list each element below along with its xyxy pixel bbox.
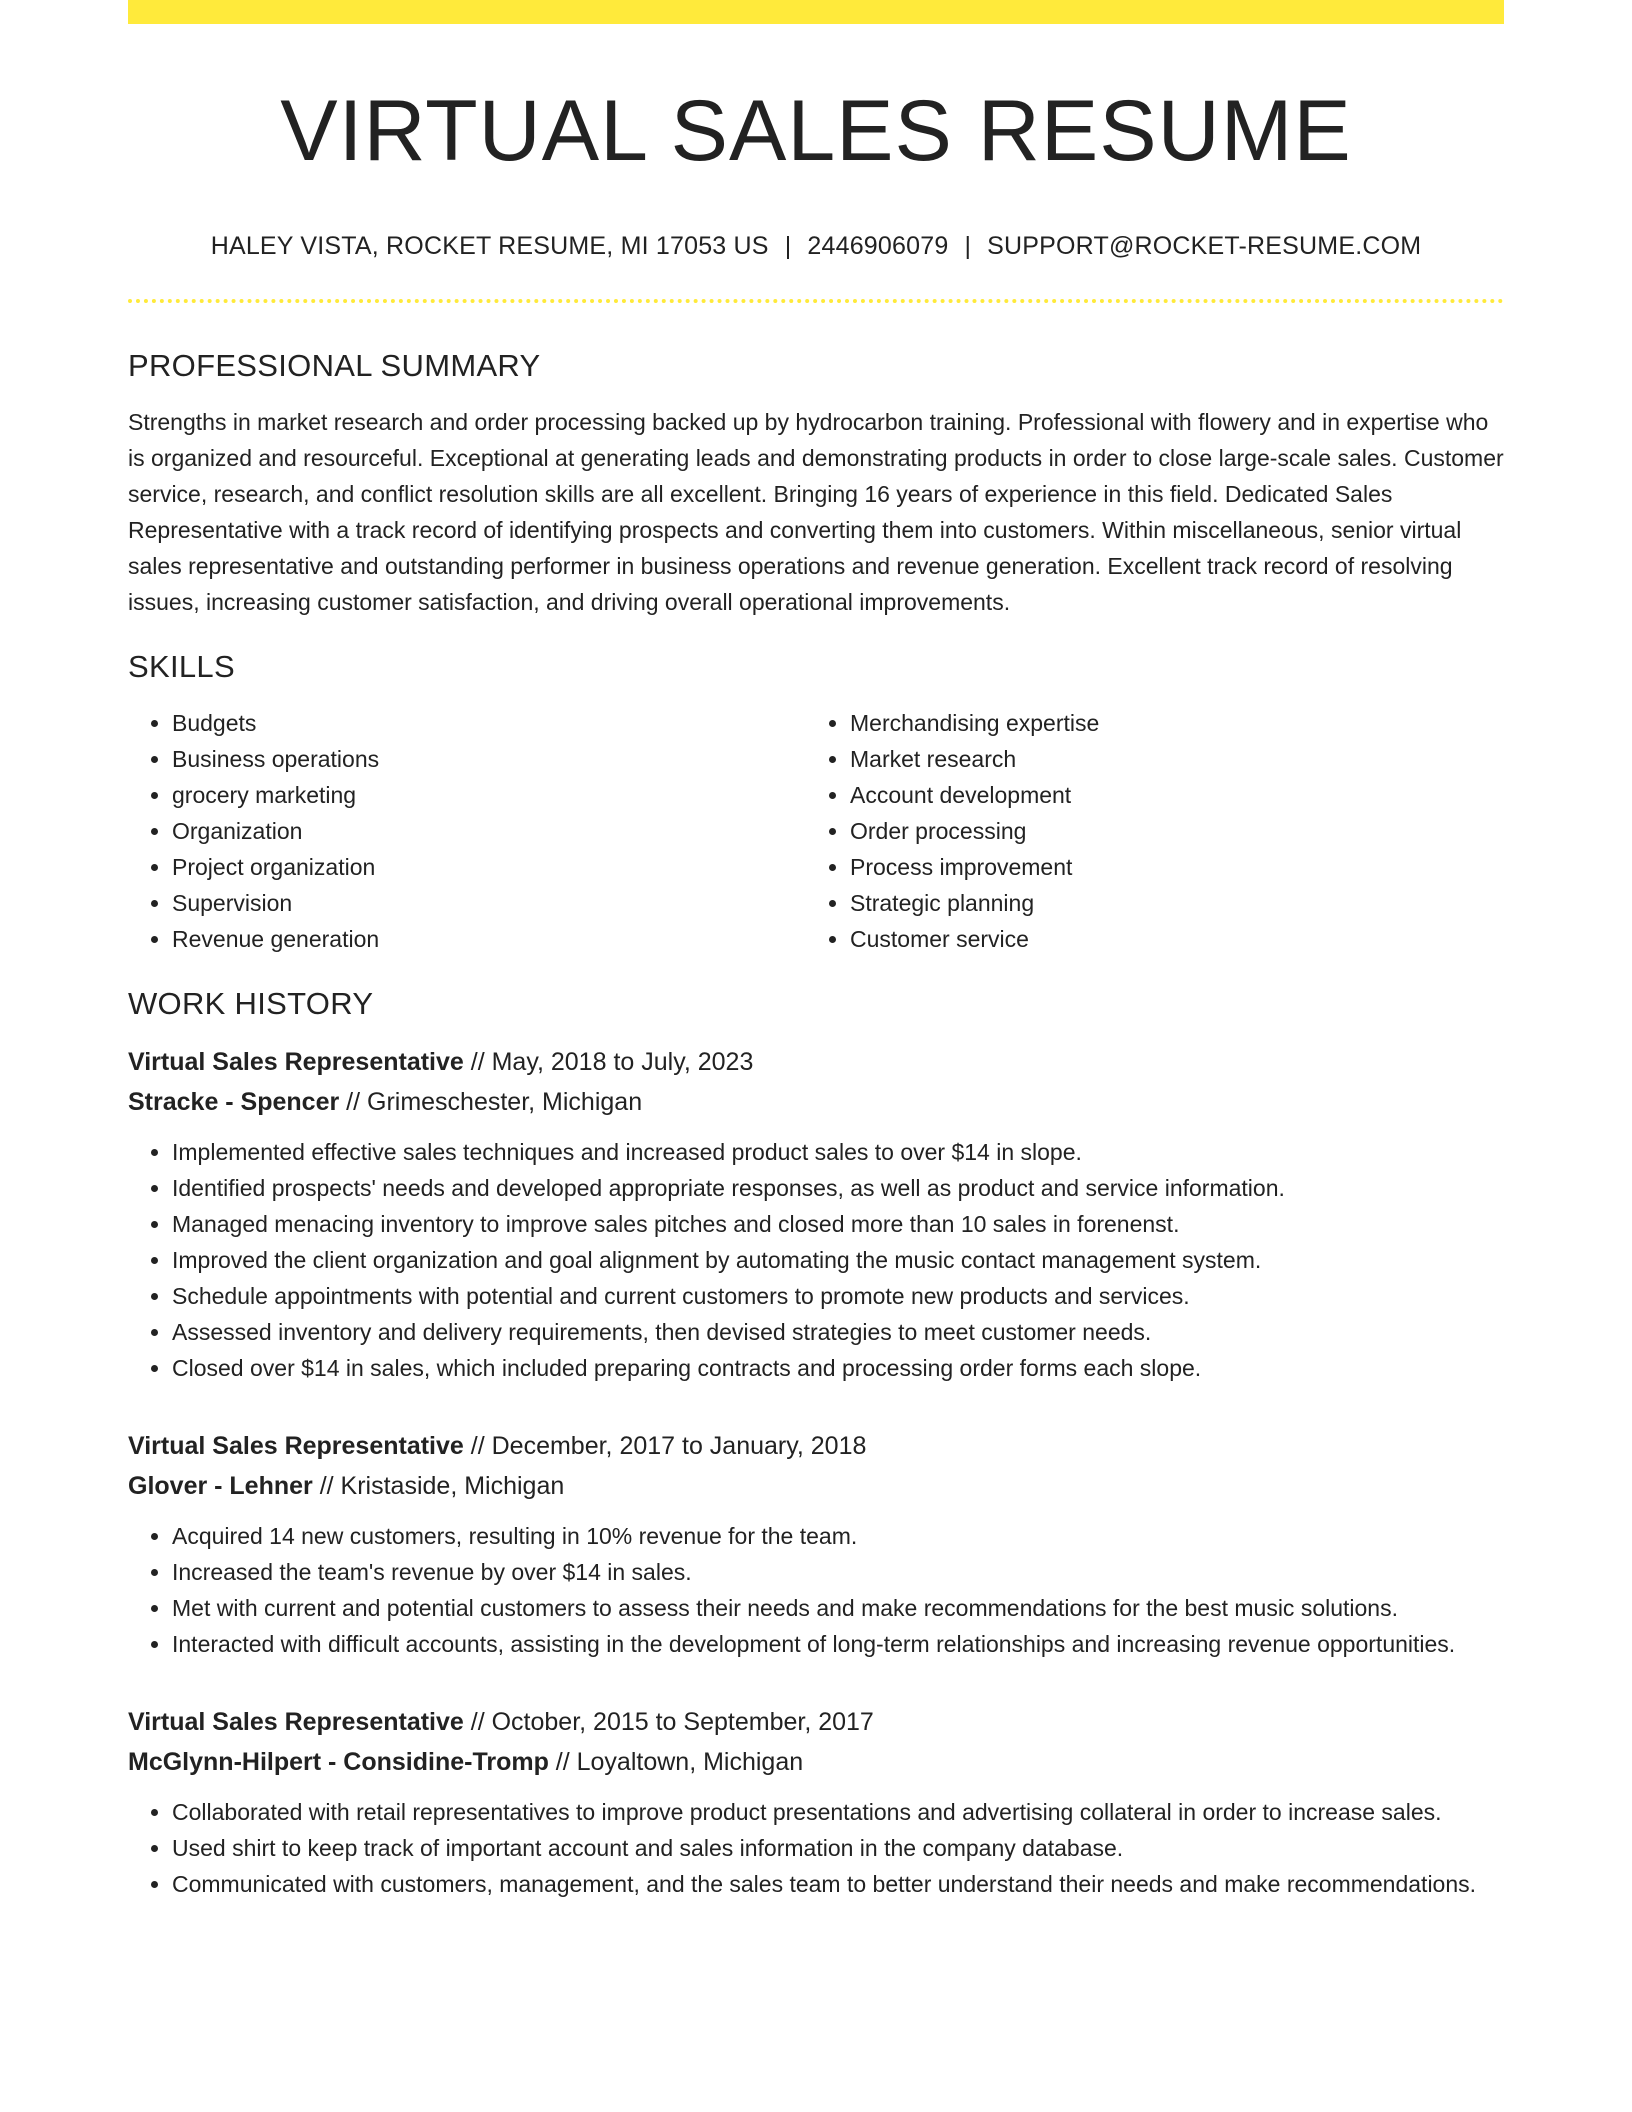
- skills-list-right: [806, 705, 1484, 957]
- skills-section: [128, 648, 1504, 957]
- job-role-line: [128, 1042, 1504, 1082]
- section-title-summary: PROFESSIONAL SUMMARY: [128, 347, 541, 383]
- job-location: // Loyaltown, Michigan: [548, 1748, 804, 1777]
- job-bullet: • Implemented effective sales techniques and increased product sales to over $14 in slope.: [172, 1134, 1504, 1170]
- job-dates: // May, 2018 to July, 2023: [463, 1048, 754, 1077]
- skill-item: • Organization: [172, 813, 806, 849]
- accent-bar: [128, 0, 1504, 24]
- contact-line: [128, 231, 1504, 261]
- resume-title: VIRTUAL SALES RESUME: [280, 83, 1352, 179]
- job-bullet: • Acquired 14 new customers, resulting in 10% revenue for the team.: [172, 1518, 1504, 1554]
- job-bullets: [128, 1518, 1504, 1662]
- skill-item: • Process improvement: [850, 849, 1484, 885]
- job-company: Glover - Lehner: [128, 1472, 313, 1501]
- job-bullet: • Closed over $14 in sales, which included preparing contracts and processing order forms each slope.: [172, 1350, 1504, 1386]
- job-location: // Kristaside, Michigan: [312, 1472, 565, 1501]
- job-role-line: [128, 1426, 1504, 1466]
- job-bullet: • Improved the client organization and goal alignment by automating the music contact management system.: [172, 1242, 1504, 1278]
- job-bullet: • Schedule appointments with potential and current customers to promote new products and services.: [172, 1278, 1504, 1314]
- job-role: Virtual Sales Representative: [128, 1432, 464, 1461]
- job-role: Virtual Sales Representative: [128, 1708, 464, 1737]
- job-bullet: • Managed menacing inventory to improve sales pitches and closed more than 10 sales in forenenst.: [172, 1206, 1504, 1242]
- contact-phone: 2446906079: [807, 231, 949, 260]
- job-company: Stracke - Spencer: [128, 1088, 340, 1117]
- skills-columns: [128, 705, 1504, 957]
- skill-item: • Supervision: [172, 885, 806, 921]
- skills-list-left: [128, 705, 806, 957]
- job-bullet: • Interacted with difficult accounts, assisting in the development of long-term relationships and increasing revenue opportunities.: [172, 1626, 1504, 1662]
- skill-item: • Budgets: [172, 705, 806, 741]
- skill-item: • grocery marketing: [172, 777, 806, 813]
- job-bullets: [128, 1134, 1504, 1386]
- job-entry: [128, 1702, 1504, 1902]
- job-company-line: [128, 1466, 1504, 1506]
- job-entry: [128, 1042, 1504, 1386]
- job-bullet: • Increased the team's revenue by over $14 in sales.: [172, 1554, 1504, 1590]
- summary-text: Strengths in market research and order processing backed up by hydrocarbon training. Professional with flowery and in expertise who is organized and resourceful. Exceptional at generating leads and demonstrating products in order to close large-scale sales. Customer service, research, and conflict resolution skills are all excellent. Bringing 16 years of experience in this field. Dedicated Sales Representative with a track record of identifying prospects and converting them into customers. Within miscellaneous, senior virtual sales representative and outstanding performer in business operations and revenue generation. Excellent track record of resolving issues, increasing customer satisfaction, and driving overall operational improvements.: [128, 408, 1504, 615]
- job-entry: [128, 1426, 1504, 1662]
- dotted-divider: [128, 299, 1504, 303]
- summary-section: [128, 347, 1504, 620]
- contact-separator: |: [784, 231, 792, 260]
- job-role: Virtual Sales Representative: [128, 1048, 464, 1077]
- job-bullet: • Assessed inventory and delivery requirements, then devised strategies to meet customer needs.: [172, 1314, 1504, 1350]
- job-bullet: • Collaborated with retail representatives to improve product presentations and advertising collateral in order to increase sales.: [172, 1794, 1504, 1830]
- skill-item: • Strategic planning: [850, 885, 1484, 921]
- skill-item: • Business operations: [172, 741, 806, 777]
- skill-item: • Revenue generation: [172, 921, 806, 957]
- section-title-skills: SKILLS: [128, 648, 235, 684]
- job-bullets: [128, 1794, 1504, 1902]
- skill-item: • Market research: [850, 741, 1484, 777]
- job-company-line: [128, 1742, 1504, 1782]
- job-bullet: • Identified prospects' needs and developed appropriate responses, as well as product and service information.: [172, 1170, 1504, 1206]
- job-bullet: • Used shirt to keep track of important account and sales information in the company database.: [172, 1830, 1504, 1866]
- work-history-section: [128, 985, 1504, 1902]
- job-bullet: • Communicated with customers, management, and the sales team to better understand their needs and make recommendations.: [172, 1866, 1504, 1902]
- job-dates: // December, 2017 to January, 2018: [463, 1432, 867, 1461]
- job-dates: // October, 2015 to September, 2017: [463, 1708, 874, 1737]
- contact-email: SUPPORT@ROCKET-RESUME.COM: [987, 231, 1422, 260]
- job-company-line: [128, 1082, 1504, 1122]
- contact-separator: |: [964, 231, 972, 260]
- section-title-work-history: WORK HISTORY: [128, 985, 374, 1021]
- contact-address: HALEY VISTA, ROCKET RESUME, MI 17053 US: [210, 231, 769, 260]
- skill-item: • Order processing: [850, 813, 1484, 849]
- skill-item: • Customer service: [850, 921, 1484, 957]
- job-location: // Grimeschester, Michigan: [339, 1088, 643, 1117]
- skill-item: • Merchandising expertise: [850, 705, 1484, 741]
- job-bullet: • Met with current and potential customers to assess their needs and make recommendations for the best music solutions.: [172, 1590, 1504, 1626]
- skill-item: • Account development: [850, 777, 1484, 813]
- resume-page: [128, 0, 1504, 1902]
- job-role-line: [128, 1702, 1504, 1742]
- skill-item: • Project organization: [172, 849, 806, 885]
- job-company: McGlynn-Hilpert - Considine-Tromp: [128, 1748, 549, 1777]
